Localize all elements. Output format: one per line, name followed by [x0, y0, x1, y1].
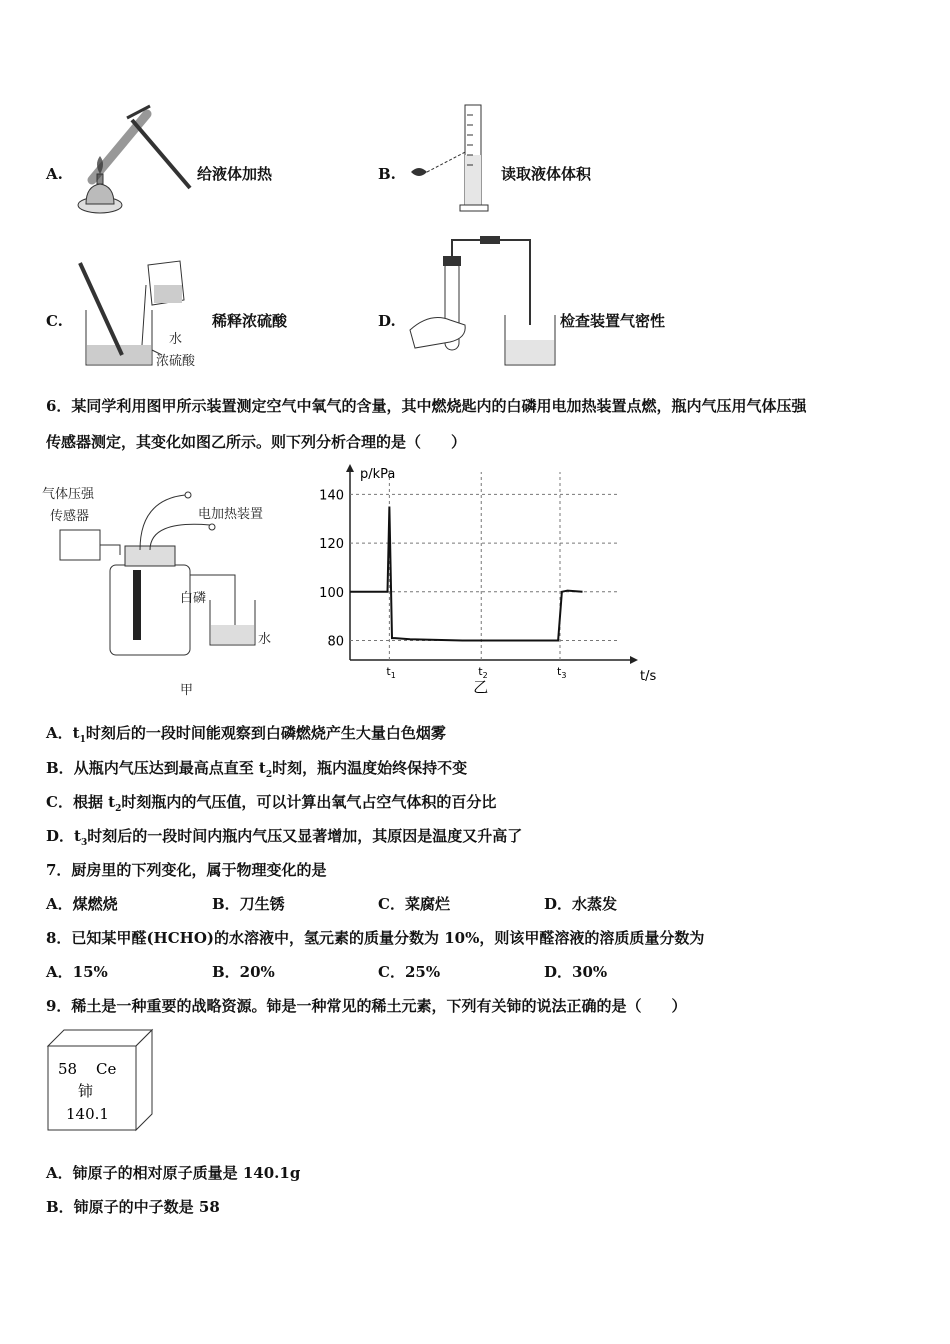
- water-label: 水: [169, 332, 183, 347]
- graduated-cylinder-figure: [405, 100, 500, 220]
- q8-option-b: B．20%: [212, 963, 275, 981]
- y-tick-label: 120: [319, 537, 344, 553]
- airtightness-figure: [405, 230, 560, 370]
- q6-option-b: B．从瓶内气压达到最高点直至 $t_2$时刻，瓶内温度始终保持不变: [46, 759, 468, 780]
- figure-a-caption: 甲: [180, 683, 194, 698]
- option-d-letter: D.: [378, 312, 396, 330]
- q6-option-d: D．$t_3$时刻后的一段时间内瓶内气压又显著增加，其原因是温度又升高了: [46, 827, 523, 848]
- alcohol-lamp-heating-figure: [72, 100, 197, 220]
- bottle: [110, 565, 190, 655]
- option-a-letter: A.: [46, 165, 63, 183]
- element-symbol: Ce: [96, 1060, 117, 1078]
- q7-option-b: B．刀生锈: [212, 895, 285, 913]
- q9-option-a: A．铈原子的相对原子质量是 140.1g: [46, 1164, 301, 1182]
- heater-label: 电加热装置: [198, 507, 264, 522]
- x-tick-label: $t_3$: [557, 665, 567, 680]
- q8-option-a: A．15%: [46, 963, 108, 981]
- option-c-text: 稀释浓硫酸: [212, 312, 288, 330]
- option-b-letter: B.: [378, 165, 396, 183]
- sensor-label-2: 传感器: [50, 509, 90, 524]
- element-name: 铈: [78, 1082, 94, 1100]
- water-label-a: 水: [258, 632, 272, 647]
- x-tick-label: $t_2$: [478, 665, 488, 680]
- sensor-label-1: 气体压强: [42, 487, 95, 502]
- q7-option-a: A．煤燃烧: [46, 895, 118, 913]
- y-tick-label: 140: [319, 488, 344, 504]
- dilute-acid-figure: [72, 255, 212, 370]
- q7-stem: 7．厨房里的下列变化，属于物理变化的是: [46, 861, 327, 879]
- q7-option-d: D．水蒸发: [544, 895, 618, 913]
- element-cell-figure: [44, 1026, 159, 1134]
- phosphorus-label: 白磷: [180, 591, 207, 606]
- pressure-sensor-box: [60, 530, 100, 560]
- q8-option-c: C．25%: [378, 963, 441, 981]
- option-b-text: 读取液体体积: [501, 165, 592, 183]
- x-axis-label: t/s: [640, 669, 657, 684]
- x-axis-arrow: [630, 656, 638, 664]
- option-c-letter: C.: [46, 312, 63, 330]
- q6-stem-line1: 6．某同学利用图甲所示装置测定空气中氧气的含量，其中燃烧匙内的白磷用电加热装置点燃，瓶内气压用气体压强: [46, 397, 807, 415]
- pressure-series-line: [350, 507, 583, 641]
- conc-acid-label: 浓硫酸: [156, 354, 196, 369]
- q9-option-b: B．铈原子的中子数是 58: [46, 1198, 220, 1216]
- figure-b-caption: 乙: [473, 678, 489, 696]
- y-tick-label: 100: [319, 585, 344, 601]
- option-d-text: 检查装置气密性: [560, 312, 666, 330]
- q9-stem: 9．稀土是一种重要的战略资源。铈是一种常见的稀土元素，下列有关铈的说法正确的是（ ）: [46, 997, 687, 1015]
- q6-stem-line2: 传感器测定，其变化如图乙所示。则下列分析合理的是（ ）: [46, 433, 467, 451]
- q8-stem: 8．已知某甲醛(HCHO)的水溶液中，氢元素的质量分数为 10%，则该甲醛溶液的溶质质量分数为: [46, 929, 705, 947]
- y-tick-label: 80: [327, 634, 344, 650]
- atomic-number: 58: [58, 1060, 78, 1078]
- option-a-text: 给液体加热: [197, 165, 273, 183]
- q8-option-d: D．30%: [544, 963, 608, 981]
- atomic-mass: 140.1: [66, 1105, 109, 1123]
- apparatus-figure-a: [40, 470, 300, 702]
- x-tick-label: $t_1$: [386, 665, 396, 680]
- y-axis-label: p/kPa: [360, 467, 396, 482]
- pressure-chart: [292, 462, 657, 702]
- y-axis-arrow: [346, 464, 354, 472]
- q7-option-c: C．菜腐烂: [378, 895, 450, 913]
- q6-option-c: C．根据 $t_2$时刻瓶内的气压值，可以计算出氧气占空气体积的百分比: [46, 793, 497, 814]
- q6-option-a: A．$t_1$时刻后的一段时间能观察到白磷燃烧产生大量白色烟雾: [46, 724, 446, 745]
